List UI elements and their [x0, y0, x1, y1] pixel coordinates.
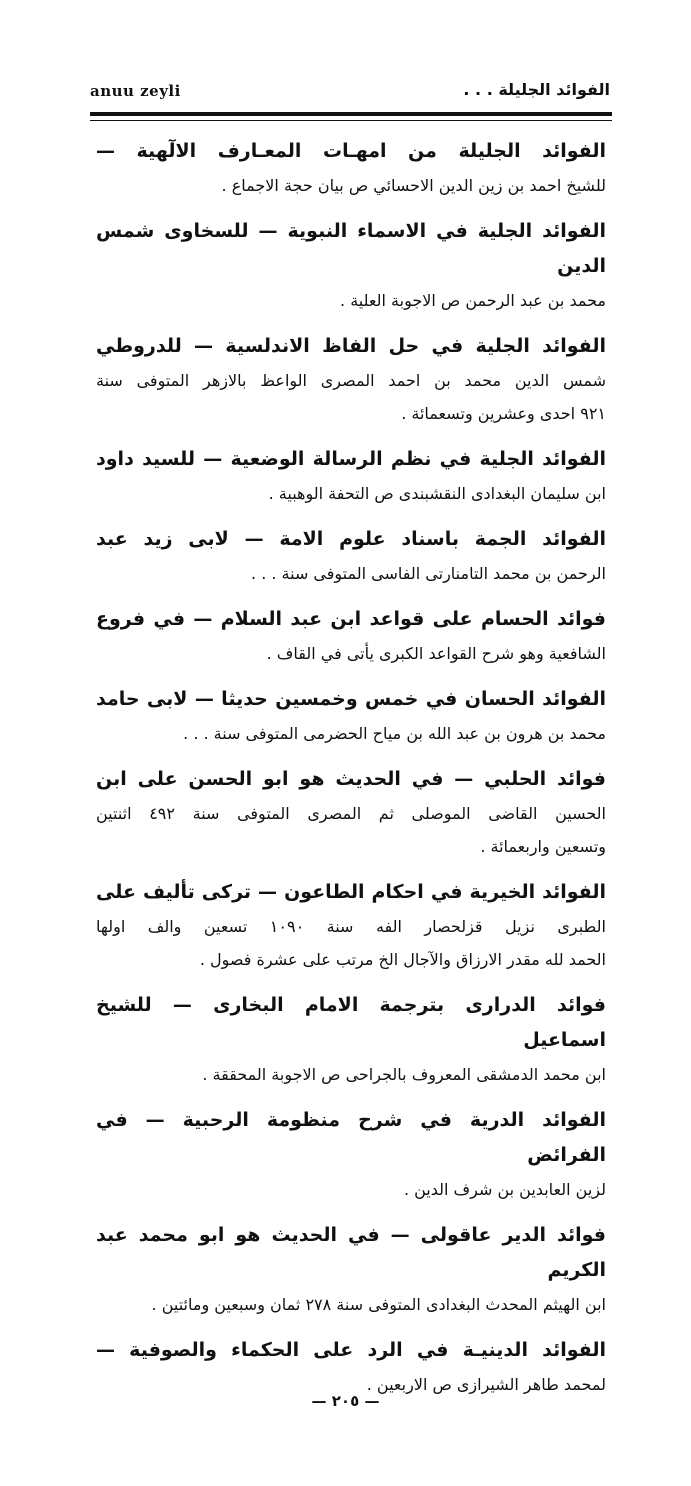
entry — [96, 762, 606, 863]
entries-list — [96, 134, 606, 1413]
entry — [96, 1103, 606, 1206]
entry-text-line: ٩٢١ احدى وعشرين وتسعمائة . — [401, 404, 606, 423]
entry-title-line: الفوائد الحسان في خمس وخمسين حديثا — لابى حامد — [96, 688, 606, 710]
page-header — [90, 80, 610, 104]
entry-title-line: الفوائد الخيرية في احكام الطاعون — تركى تأليف على — [96, 881, 606, 903]
entry — [96, 988, 606, 1091]
entry-title-line: فوائد الدرارى بترجمة الامام البخارى — للشيخ اسماعيل — [96, 994, 606, 1051]
entry — [96, 682, 606, 750]
page-number: — ٢٠٥ — — [311, 1392, 380, 1410]
running-title: الفوائد الجليلة . . . — [463, 80, 610, 99]
entry-text-line: الحمد لله مقدر الارزاق والآجال الخ مرتب على عشرة فصول . — [199, 950, 606, 969]
entry-text-line: الطبرى نزيل قزلحصار الفه سنة ١٠٩٠ تسعين والف اولها — [96, 917, 606, 936]
entry-title-line: الفوائد الجلية في نظم الرسالة الوضعية — للسيد داود — [96, 448, 606, 470]
entry-text-line: ابن محمد الدمشقى المعروف بالجراحى ص الاجوبة المحققة . — [202, 1065, 606, 1084]
entry — [96, 214, 606, 317]
entry-text-line: الشافعية وهو شرح القواعد الكبرى يأتى في القاف . — [266, 644, 606, 663]
entry-title-line: الفوائد الجلية في حل الفاظ الاندلسية — للدروطي — [96, 335, 606, 357]
entry-text-line: وتسعين واربعمائة . — [480, 837, 606, 856]
entry — [96, 602, 606, 670]
header-rule-thick — [90, 112, 612, 116]
entry — [96, 875, 606, 976]
entry-text-line: ابن سليمان البغدادى النقشبندى ص التحفة الوهبية . — [268, 484, 606, 503]
entry-title-line: الفوائد الدينيـة في الرد على الحكماء والصوفية — — [96, 1339, 606, 1361]
entry-title-line: فوائد الحلبي — في الحديث هو ابو الحسن على ابن — [96, 768, 606, 790]
entry — [96, 329, 606, 430]
entry-title-line: الفوائد الجلية في الاسماء النبوية — للسخاوى شمس الدين — [96, 220, 606, 277]
entry-title-line: الفوائد الدرية في شرح منظومة الرحبية — في الفرائض — [96, 1109, 606, 1166]
entry-title-line: فوائد الحسام على قواعد ابن عبد السلام — في فروع — [96, 608, 606, 630]
entry — [96, 442, 606, 510]
entry-text-line: محمد بن عبد الرحمن ص الاجوبة العلية . — [340, 291, 606, 310]
entry-title-line: فوائد الدير عاقولى — في الحديث هو ابو محمد عبد الكريم — [96, 1224, 606, 1281]
entry — [96, 134, 606, 202]
entry-text-line: للشيخ احمد بن زين الدين الاحسائي ص بيان حجة الاجماع . — [221, 176, 606, 195]
header-rule-thin — [90, 120, 612, 121]
header-left-text: anuu zeyli — [90, 82, 181, 100]
entry-title-line: الفوائد الجليلة من امهـات المعـارف الالٓهية — — [96, 140, 606, 162]
entry-text-line: لمحمد طاهر الشيرازى ص الاربعين . — [366, 1375, 606, 1394]
entry-text-line: الحسين القاضى الموصلى ثم المصرى المتوفى سنة ٤٩٢ اثنتين — [96, 804, 606, 823]
entry — [96, 1218, 606, 1321]
entry — [96, 522, 606, 590]
entry-title-line: الفوائد الجمة باسناد علوم الامة — لابى زيد عبد — [96, 528, 606, 550]
entry-text-line: شمس الدين محمد بن احمد المصرى الواعظ بالازهر المتوفى سنة — [96, 371, 606, 390]
entry-text-line: الرحمن بن محمد التامنارتى الفاسى المتوفى سنة . . . — [251, 564, 606, 583]
entry — [96, 1333, 606, 1401]
entry-text-line: محمد بن هرون بن عبد الله بن مياح الحضرمى المتوفى سنة . . . — [183, 724, 606, 743]
entry-text-line: لزين العابدين بن شرف الدين . — [403, 1180, 606, 1199]
entry-text-line: ابن الهيثم المحدث البغدادى المتوفى سنة ٢٧٨ ثمان وسبعين ومائتين . — [151, 1295, 606, 1314]
